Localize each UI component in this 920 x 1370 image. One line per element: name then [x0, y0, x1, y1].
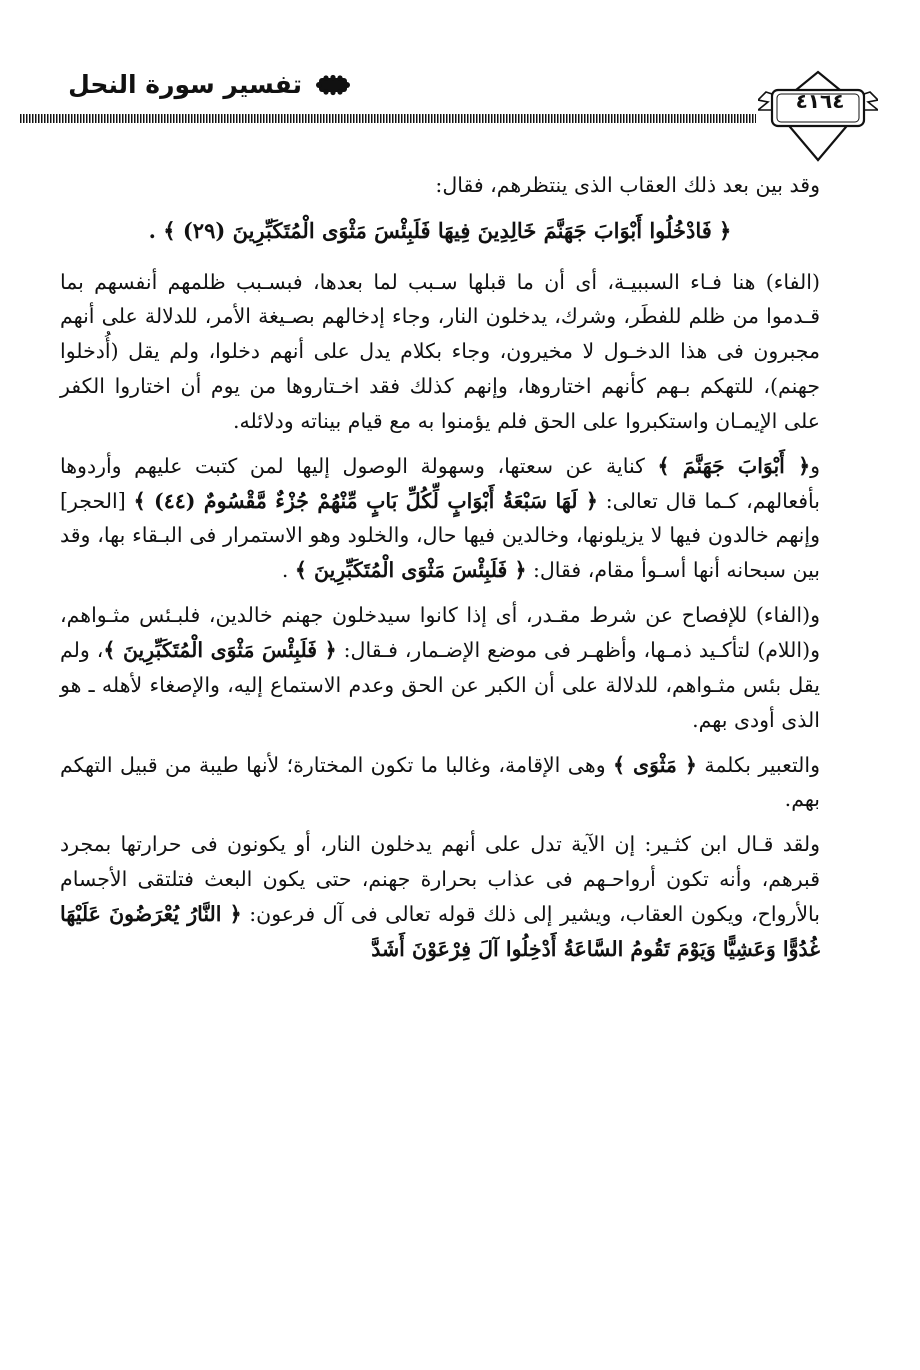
text-segment: ، ولم يقل بئس مثـواهم، للدلالة على أن الكبر عن الحق وعدم الاستماع إليه، والإصغاء لأهله ـ هو الذى أودى بهم.: [60, 637, 820, 732]
page-number-badge-icon: [758, 70, 878, 162]
paragraph: [60, 449, 820, 588]
page-number: ٤١٦٤: [795, 89, 845, 113]
text-segment: و: [810, 453, 820, 478]
text-segment: ولقد قـال ابن كثـير: إن الآية تدل على أنهم يدخلون النار، أو يكونون فى حرارتها بمجرد قبرهم، وأنه تكون أرواحـهم فى عذاب بحرارة جهنم، حتى يكون البعث فتلتقى الأجسام بالأرواح، ويكون العقاب، ويشير إلى ذلك قوله تعالى فى آل فرعون:: [60, 832, 820, 926]
paragraph: [60, 598, 820, 737]
paragraph: [60, 748, 820, 818]
quran-quote: ﴿ أَبْوَابَ جَهَنَّمَ ﴾: [657, 453, 811, 478]
ornament-icon: [316, 74, 350, 96]
verse-line: [60, 213, 820, 249]
text-segment: والتعبير بكلمة: [696, 752, 821, 777]
text-segment: وقد بين بعد ذلك العقاب الذى ينتظرهم، فقال:: [435, 173, 820, 197]
paragraph: [60, 168, 820, 203]
paragraph: [60, 265, 820, 439]
body-text: [60, 168, 820, 977]
paragraph: [60, 827, 820, 966]
text-segment: [الحجر] وإنهم خالدون فيها لا يزيلونها، وخالدين فيها حال، والخلود وهو الاستمرار فى البـقاء بها، وقد بين سبحانه أنها أسـوأ مقام، فقال:: [60, 488, 820, 583]
header-rule: [20, 114, 756, 123]
text-segment: .: [281, 558, 295, 583]
quran-quote: ﴿ فَلَبِئْسَ مَثْوَى الْمُتَكَبِّرِينَ ﴾: [294, 558, 527, 583]
quran-quote: ﴿ مَثْوَى ﴾: [613, 752, 697, 777]
quran-quote: ﴿ فَادْخُلُوا أَبْوَابَ جَهَنَّمَ خَالِدِينَ فِيهَا فَلَبِئْسَ مَثْوَى الْمُتَكَبِّرِينَ (٢٩) ﴾ .: [148, 217, 732, 243]
quran-quote: ﴿ النَّارُ يُعْرَضُونَ عَلَيْهَا غُدُوًّا وَعَشِيًّا وَيَوْمَ تَقُومُ السَّاعَةُ أَدْخِلُوا آلَ فِرْعَوْنَ أَشَدَّ: [60, 901, 820, 961]
text-segment: (الفاء) هنا فـاء السببيـة، أى أن ما قبلها سـبب لما بعدها، فبسـبب ظلمهم أنفسهم بما قـدموا من ظلم للفطَر، وشرك، يدخلون النار، وجاء إدخالهم بصـيغة الأمر، للدلالة على أنهم مجبرون فى هذا الدخـول لا مخيرون، وجاء بكلام يدل على أنهم دخلوا، ولم يقل (أُدخلوا جهنم)، للتهكم بـهم كأنهم اختاروها، وإنهم كذلك فقد اخـتاروها من يوم أن اختاروا الكفر على الإيمـان واستكبروا على الحق فلم يؤمنوا به مع قيام بيناته ودلائله.: [60, 269, 820, 433]
text-segment: و(الفاء) للإفصاح عن شرط مقـدر، أى إذا كانوا سيدخلون جهنم خالدين، فلبـئس مثـواهم، و(اللام) لتأكـيد ذمـها، وأظهـر فى موضع الإضـمار، فـقال:: [60, 603, 820, 662]
text-segment: كناية عن سعتها، وسهولة الوصول إليها لمن كتبت عليهم وأردوها بأفعالهم، كـما قال تعالى:: [60, 453, 820, 513]
text-segment: وهى الإقامة، وغالبا ما تكون المختارة؛ لأنها طيبة من قبيل التهكم بهم.: [60, 752, 820, 812]
quran-quote: ﴿ لَهَا سَبْعَةُ أَبْوَابٍ لِّكُلِّ بَابٍ مِّنْهُمْ جُزْءٌ مَّقْسُومٌ (٤٤) ﴾: [133, 488, 598, 513]
quran-quote: ﴿ فَلَبِئْسَ مَثْوَى الْمُتَكَبِّرِينَ ﴾: [103, 637, 337, 662]
running-title: تفسير سورة النحل: [68, 70, 302, 99]
running-head: [68, 70, 350, 99]
